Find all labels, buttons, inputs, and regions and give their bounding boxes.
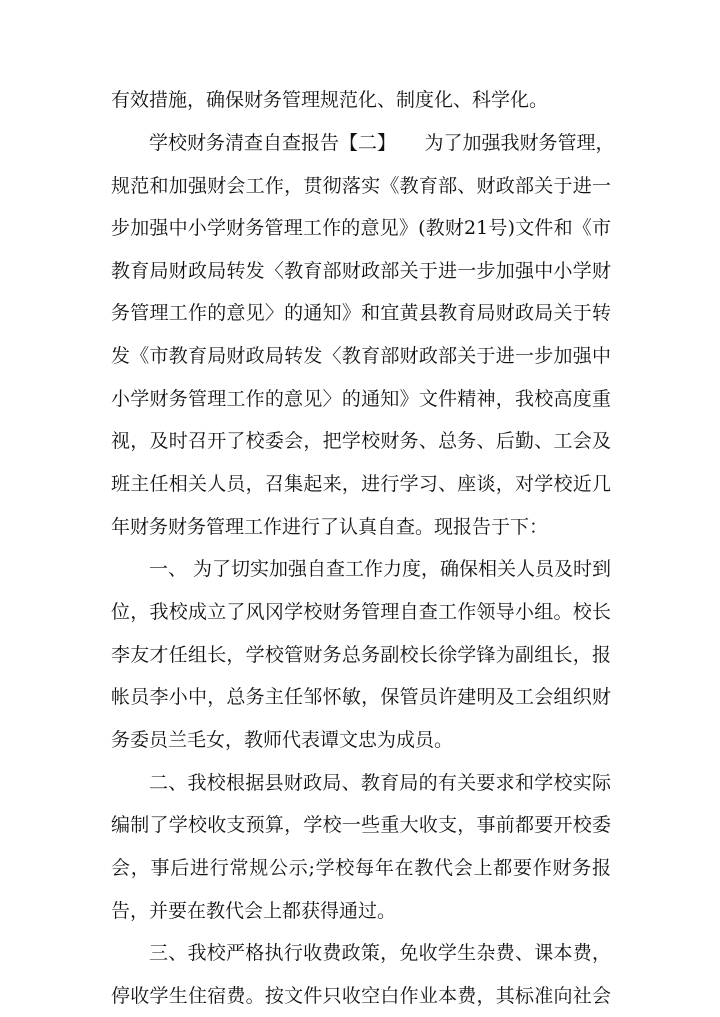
paragraph-line: 二、我校根据县财政局、教育局的有关要求和学校实际 — [149, 772, 611, 794]
paragraph-line: 帐员李小中，总务主任邹怀敏，保管员许建明及工会组织财 — [111, 686, 611, 708]
paragraph-line: 规范和加强财会工作，贯彻落实《教育部、财政部关于进一 — [111, 175, 611, 197]
paragraph-line: 有效措施，确保财务管理规范化、制度化、科学化。 — [111, 89, 549, 111]
paragraph-line: 停收学生住宿费。按文件只收空白作业本费，其标准向社会 — [111, 985, 611, 1007]
paragraph-line: 务委员兰毛女，教师代表谭文忠为成员。 — [111, 729, 454, 751]
paragraph-line: 年财务财务管理工作进行了认真自查。现报告于下： — [111, 516, 549, 538]
paragraph-line: 三、我校严格执行收费政策，免收学生杂费、课本费， — [149, 942, 611, 964]
paragraph-line: 学校财务清查自查报告【二】 为了加强我财务管理， — [149, 132, 615, 154]
paragraph-line: 位，我校成立了风冈学校财务管理自查工作领导小组。校长 — [111, 601, 611, 623]
paragraph-line: 班主任相关人员，召集起来，进行学习、座谈，对学校近几 — [111, 473, 611, 495]
paragraph-line: 告，并要在教代会上都获得通过。 — [111, 900, 397, 922]
paragraph-line: 发《市教育局财政局转发〈教育部财政部关于进一步加强中 — [111, 345, 611, 367]
paragraph-line: 视，及时召开了校委会，把学校财务、总务、后勤、工会及 — [111, 430, 611, 452]
paragraph-line: 步加强中小学财务管理工作的意见》(教财21号)文件和《市 — [111, 217, 611, 239]
paragraph-line: 务管理工作的意见〉的通知》和宜黄县教育局财政局关于转 — [111, 302, 611, 324]
paragraph-line: 小学财务管理工作的意见〉的通知》文件精神，我校高度重 — [111, 388, 611, 410]
paragraph-line: 会，事后进行常规公示;学校每年在教代会上都要作财务报 — [111, 857, 611, 879]
paragraph-line: 编制了学校收支预算，学校一些重大收支，事前都要开校委 — [111, 814, 611, 836]
paragraph-line: 李友才任组长，学校管财务总务副校长徐学锋为副组长，报 — [111, 644, 611, 666]
paragraph-line: 一、 为了切实加强自查工作力度，确保相关人员及时到 — [149, 558, 612, 580]
paragraph-line: 教育局财政局转发〈教育部财政部关于进一步加强中小学财 — [111, 260, 611, 282]
